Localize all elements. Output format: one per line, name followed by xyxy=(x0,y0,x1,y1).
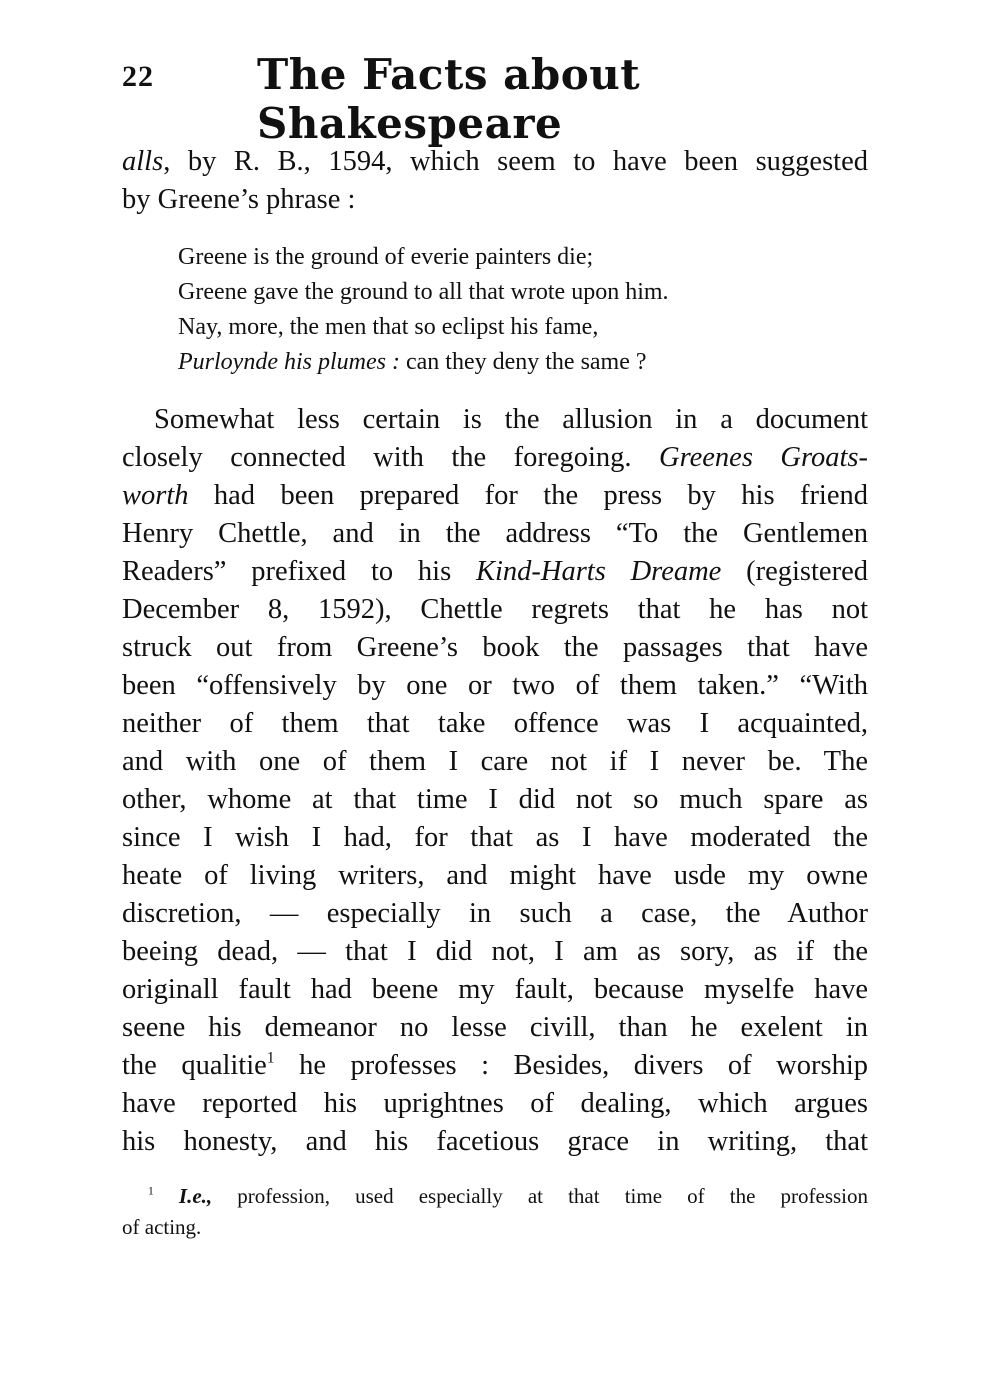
paragraph-line-18 xyxy=(122,1047,868,1085)
paragraph-line-16: originall fault had beene my fault, because myselfe have xyxy=(122,974,868,1005)
paragraph-line-11: other, whome at that time I did not so much spare as xyxy=(122,784,868,815)
paragraph-line-5 xyxy=(122,553,868,591)
paragraph-line-19: have reported his uprightnes of dealing, which argues xyxy=(122,1088,868,1119)
verse-italic: Purloynde his plumes : xyxy=(178,349,400,375)
footnote-abbr: I.e., xyxy=(178,1184,213,1208)
running-title: The Facts about Shakespeare xyxy=(257,50,641,148)
paragraph-line-18-text-b: he professes : Besides, divers of worship xyxy=(274,1050,868,1081)
paragraph-line-5-text-a: Readers” prefixed to his xyxy=(122,556,476,587)
title-greenes-groatsworth: Greenes Groats- xyxy=(659,442,868,473)
paragraph-line-20: his honesty, and his facetious grace in writing, that xyxy=(122,1126,868,1157)
paragraph-line-14: discretion, — especially in such a case, the Author xyxy=(122,898,868,929)
footnote-line-1 xyxy=(122,1181,868,1212)
intro-italic: alls xyxy=(122,146,164,177)
paragraph-line-17: seene his demeanor no lesse civill, than he exelent in xyxy=(122,1012,868,1043)
paragraph-line-9: neither of them that take offence was I acquainted, xyxy=(122,708,868,739)
intro-line-1-text: , by R. B., 1594, which seem to have been suggested xyxy=(163,146,868,177)
footnote-line-2: of acting. xyxy=(122,1215,202,1239)
footnote-marker: 1 xyxy=(148,1185,154,1198)
verse-line-1: Greene is the ground of everie painters die; xyxy=(178,244,594,270)
title-groatsworth-cont: worth xyxy=(122,480,189,511)
paragraph-line-5-text-b: (registered xyxy=(721,556,868,587)
page-header xyxy=(122,50,882,148)
footnote-reference[interactable]: 1 xyxy=(266,1049,275,1067)
paragraph-line-7: struck out from Greene’s book the passages that have xyxy=(122,632,868,663)
paragraph-line-2-text: closely connected with the foregoing. xyxy=(122,442,632,473)
paragraph-line-15: beeing dead, — that I did not, I am as sory, as if the xyxy=(122,936,868,967)
paragraph-line-2 xyxy=(122,439,868,477)
paragraph-line-6: December 8, 1592), Chettle regrets that he has not xyxy=(122,594,868,625)
paragraph-line-3-text: had been prepared for the press by his friend xyxy=(188,480,868,511)
paragraph-line-4: Henry Chettle, and in the address “To the Gentlemen xyxy=(122,518,868,549)
verse-line-3: Nay, more, the men that so eclipst his fame, xyxy=(178,314,599,340)
verse-line-2: Greene gave the ground to all that wrote upon him. xyxy=(178,279,669,305)
intro-line-1 xyxy=(122,143,868,181)
paragraph-line-1: Somewhat less certain is the allusion in a document xyxy=(154,404,868,435)
footnote-line-1-text: profession, used especially at that time of the profession xyxy=(212,1184,869,1208)
paragraph-line-12: since I wish I had, for that as I have moderated the xyxy=(122,822,868,853)
paragraph-line-3 xyxy=(122,477,868,515)
title-kind-harts-dreame: Kind-Harts Dreame xyxy=(475,556,722,587)
verse-line-4 xyxy=(178,345,647,379)
intro-line-2: by Greene’s phrase : xyxy=(122,184,356,215)
paragraph-line-8: been “offensively by one or two of them taken.” “With xyxy=(122,670,868,701)
page-number: 22 xyxy=(122,60,154,93)
verse-line-4-text: can they deny the same ? xyxy=(399,349,647,375)
paragraph-line-18-text-a: the qualitie xyxy=(122,1050,267,1081)
paragraph-line-13: heate of living writers, and might have usde my owne xyxy=(122,860,868,891)
paragraph-line-10: and with one of them I care not if I never be. The xyxy=(122,746,868,777)
